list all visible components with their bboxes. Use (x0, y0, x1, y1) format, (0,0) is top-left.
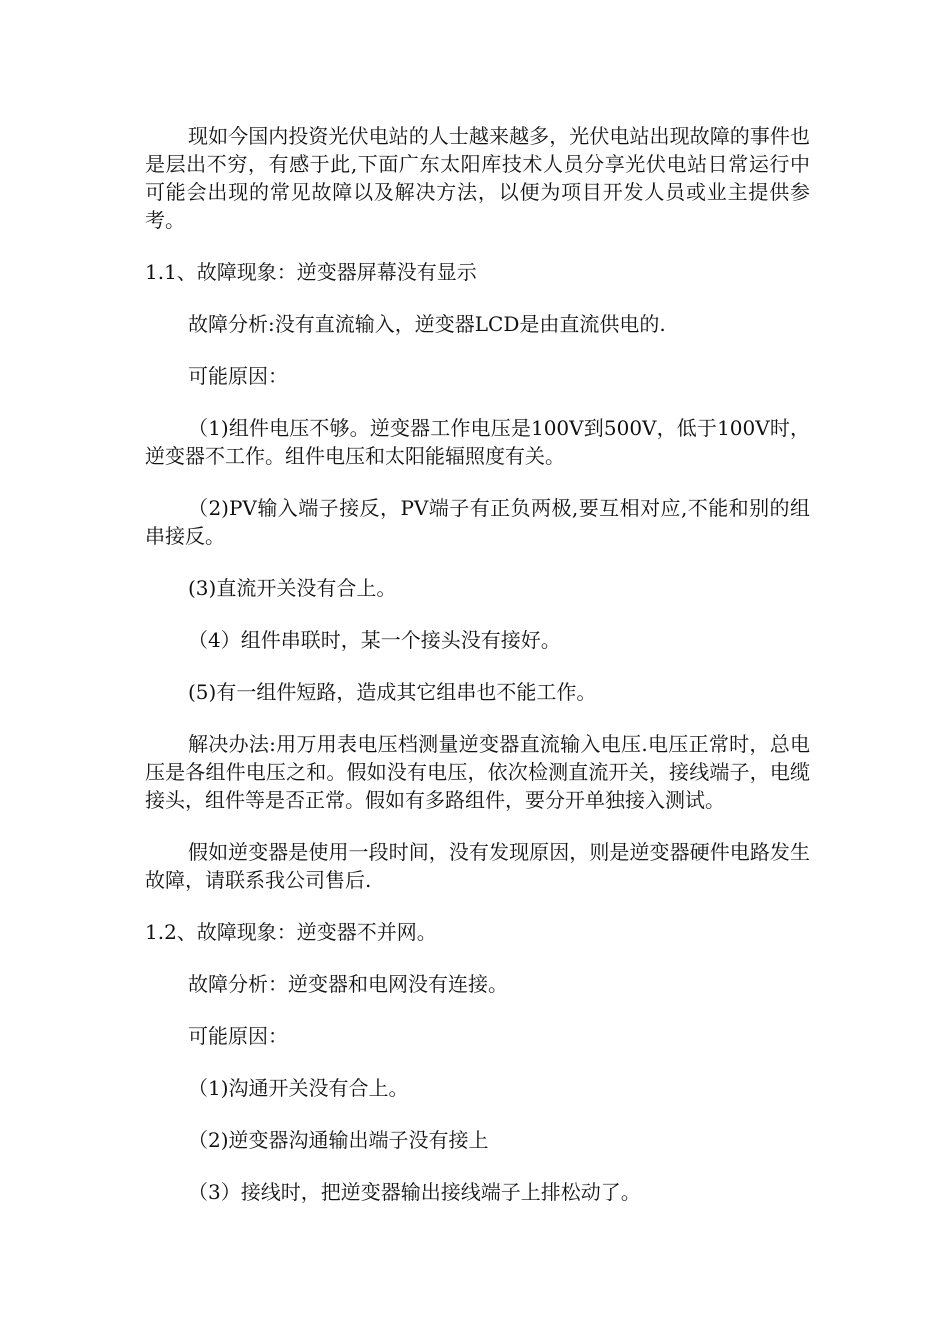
section-1-cause-4: （4）组件串联时，某一个接头没有接好。 (188, 628, 561, 652)
section-1-cause-5: (5)有一组件短路，造成其它组串也不能工作。 (188, 680, 597, 704)
section-1-solution: 解决办法:用万用表电压档测量逆变器直流输入电压.电压正常时，总电压是各组件电压之和。假如没有电压，依次检测直流开关，接线端子，电缆接头，组件等是否正常。假如有多路组件，要分开单独接入测试。 (145, 732, 810, 812)
section-1-cause-2: （2)PV输入端子接反，PV端子有正负两极,要互相对应,不能和别的组串接反。 (145, 496, 810, 548)
section-1-heading: 1.1、故障现象：逆变器屏幕没有显示 (145, 260, 477, 284)
section-1-causes-label: 可能原因： (188, 364, 288, 388)
document-body (145, 122, 810, 1230)
intro-paragraph: 现如今国内投资光伏电站的人士越来越多，光伏电站出现故障的事件也是层出不穷，有感于此,下面广东太阳库技术人员分享光伏电站日常运行中可能会出现的常见故障以及解决方法，以便为项目开发人员或业主提供参考。 (145, 124, 810, 232)
section-2-analysis: 故障分析：逆变器和电网没有连接。 (188, 972, 508, 996)
section-2-cause-1: （1)沟通开关没有合上。 (188, 1076, 409, 1100)
section-2-cause-2: （2)逆变器沟通输出端子没有接上 (188, 1128, 489, 1152)
section-2-heading: 1.2、故障现象：逆变器不并网。 (145, 920, 437, 944)
section-1-cause-3: (3)直流开关没有合上。 (188, 576, 397, 600)
section-2-cause-3: （3）接线时，把逆变器输出接线端子上排松动了。 (188, 1180, 641, 1204)
section-1-note: 假如逆变器是使用一段时间，没有发现原因，则是逆变器硬件电路发生故障，请联系我公司售后. (145, 840, 810, 892)
section-1-analysis: 故障分析:没有直流输入，逆变器LCD是由直流供电的. (188, 312, 666, 336)
section-2-causes-label: 可能原因： (188, 1024, 288, 1048)
section-1-cause-1: （1)组件电压不够。逆变器工作电压是100V到500V，低于100V时，逆变器不工作。组件电压和太阳能辐照度有关。 (145, 416, 810, 468)
